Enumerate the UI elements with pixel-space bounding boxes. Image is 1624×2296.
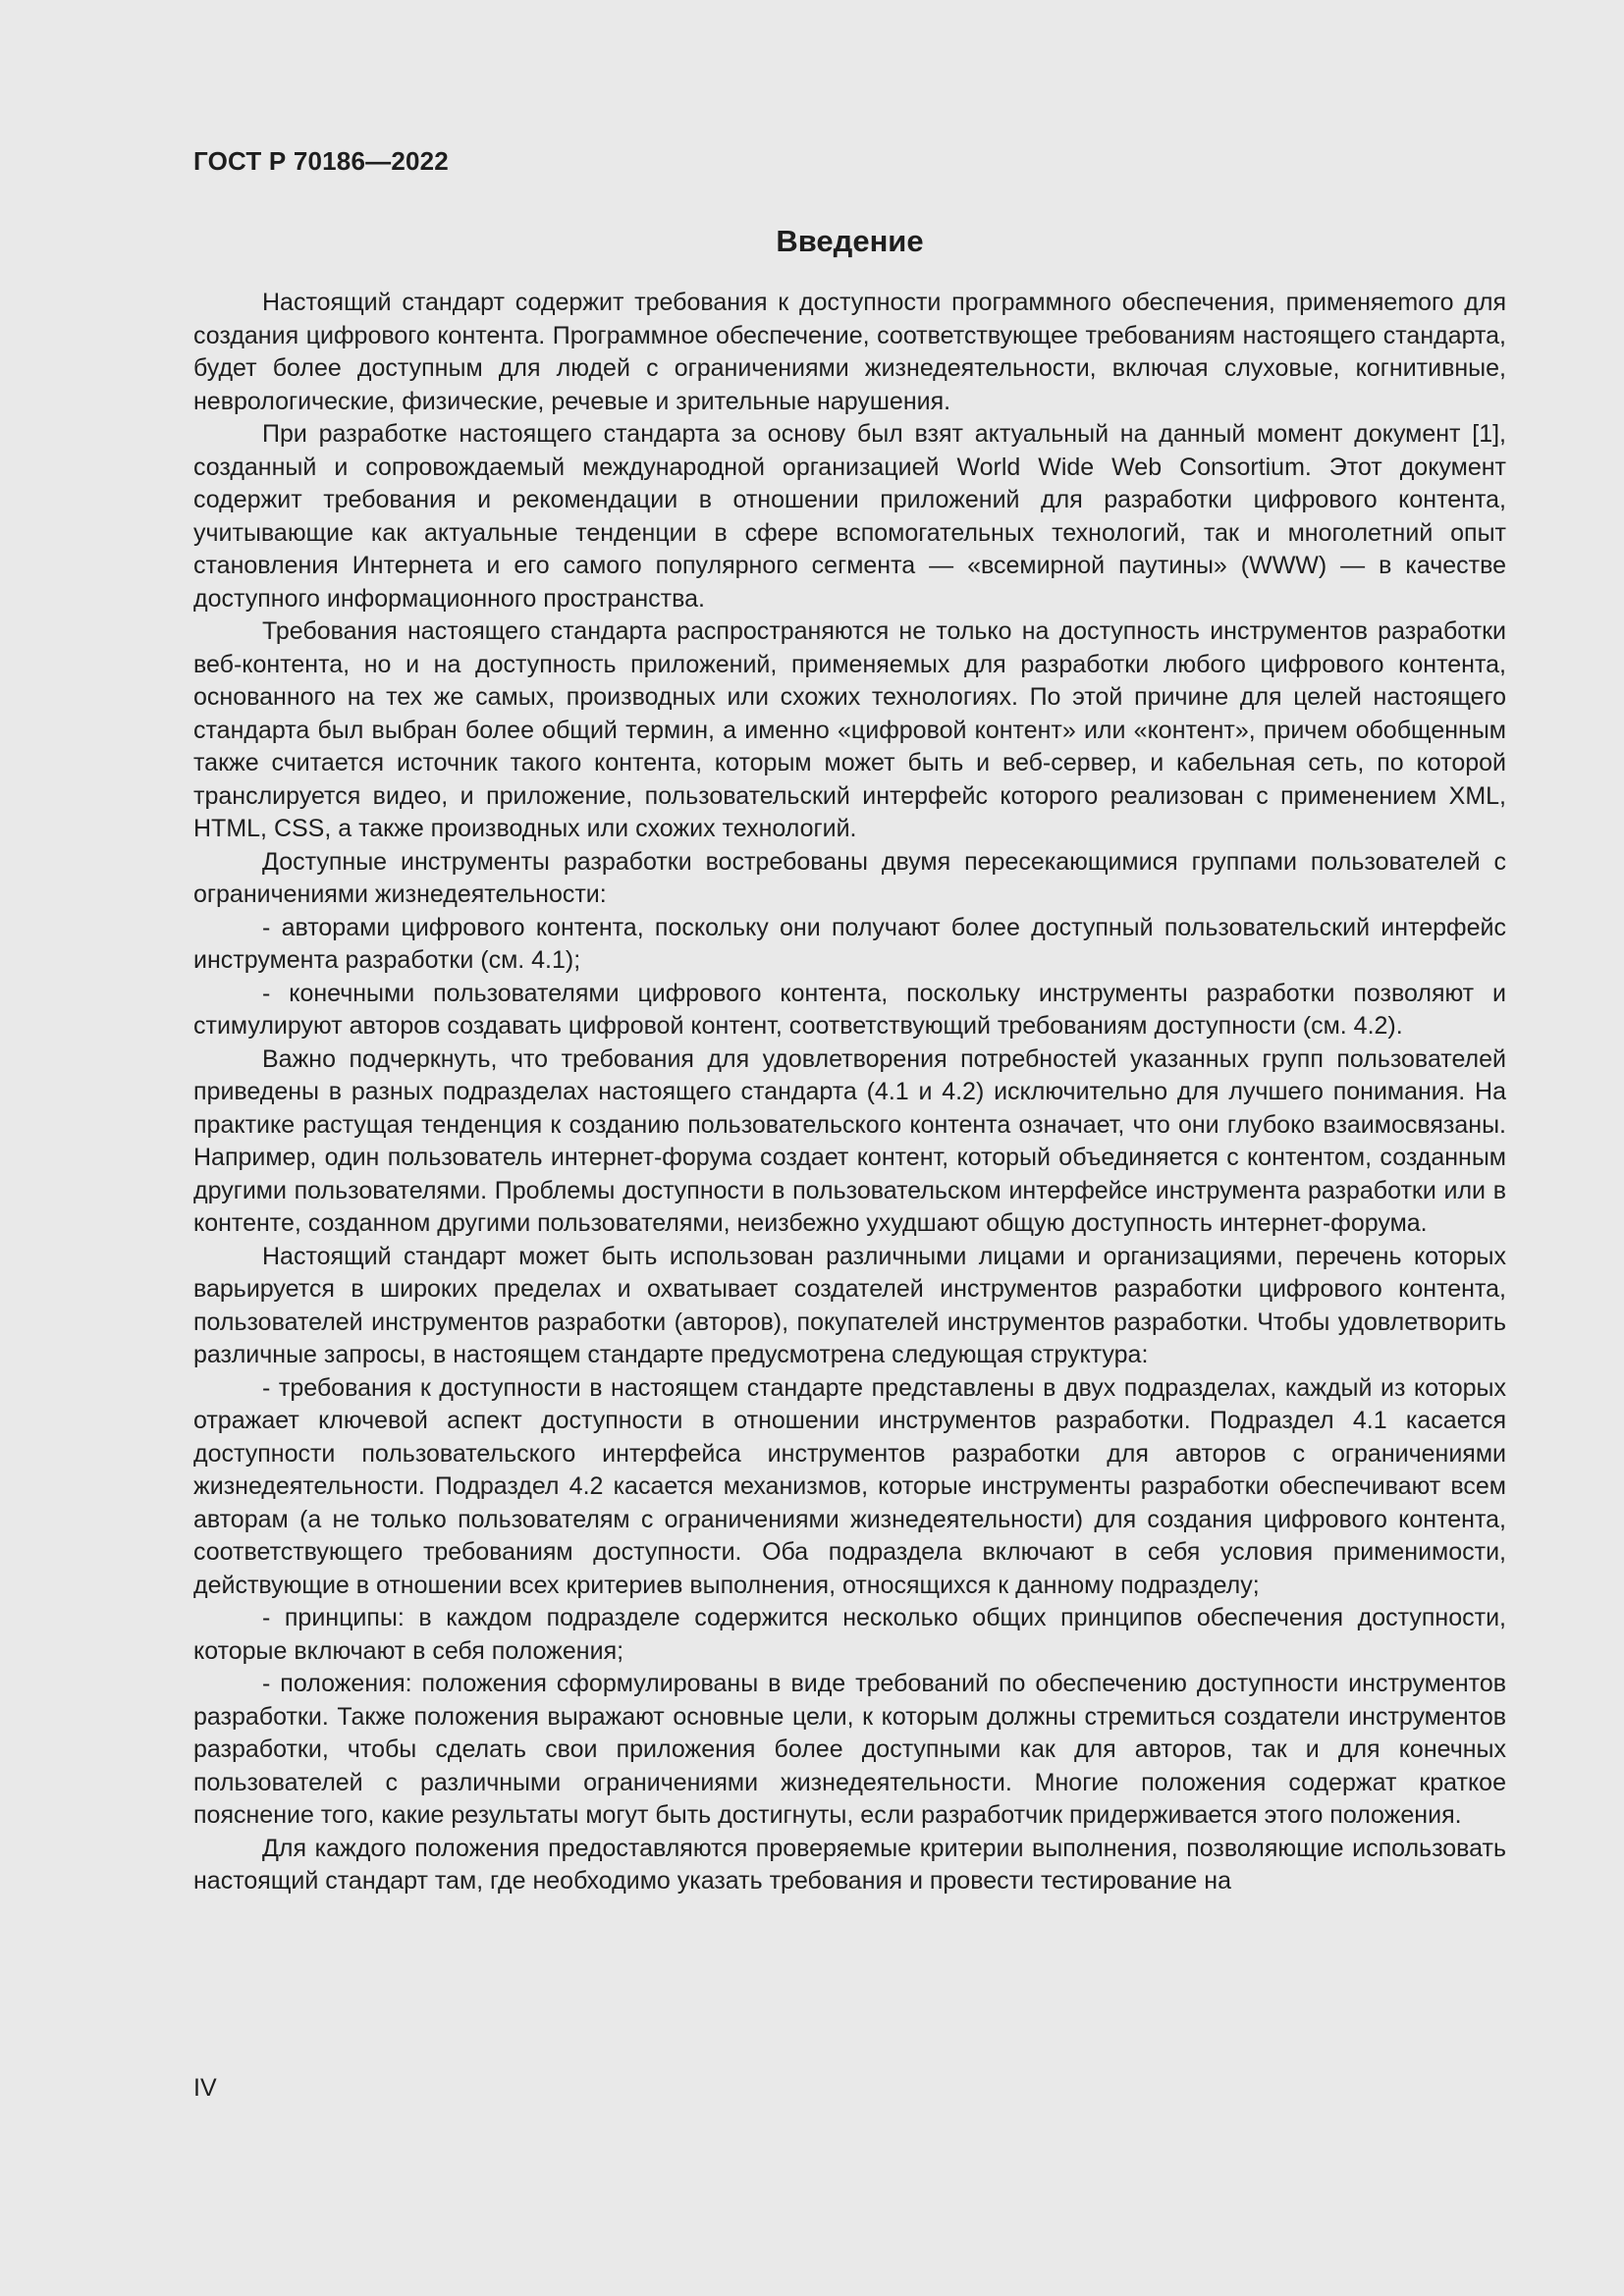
list-item: - положения: положения сформулированы в виде требований по обеспечению доступности инструментов разработки. Также положения выражают основные цели, к которым должны стремиться создатели инструментов разработки, чтобы сделать свои приложения более доступными как для авторов, так и для конечных пользователей с различными ограничениями жизнедеятельности. Многие положения содержат краткое пояснение того, какие результаты могут быть достигнуты, если разработчик придерживается этого положения. (193, 1670, 1506, 1829)
paragraph: Требования настоящего стандарта распространяются не только на доступность инструментов разработки веб-контента, но и на доступность приложений, применяемых для разработки любого цифрового контента, основанного на тех же самых, производных или схожих технологиях. По этой причине для целей настоящего стандарта был выбран более общий термин, а именно «цифровой контент» или «контент», причем обобщенным также считается источник такого контента, которым может быть и веб-сервер, и кабельная сеть, по которой транслируется видео, и приложение, пользовательский интерфейс которого реализован с применением XML, HTML, CSS, а также производных или схожих технологий. (193, 617, 1506, 842)
section-title: Введение (776, 224, 924, 258)
paragraph: Доступные инструменты разработки востребованы двумя пересекающимися группами пользователей с ограничениями жизнедеятельности: (193, 847, 1506, 908)
list-item: - конечными пользователями цифрового контента, поскольку инструменты разработки позволяют и стимулируют авторов создавать цифровой контент, соответствующий требованиям доступности (см. 4.2). (193, 979, 1506, 1040)
paragraph: Для каждого положения предоставляются проверяемые критерии выполнения, позволяющие использовать настоящий стандарт там, где необходимо указать требования и провести тестирование на (193, 1834, 1506, 1895)
list-item: - авторами цифрового контента, поскольку они получают более доступный пользовательский интерфейс инструмента разработки (см. 4.1); (193, 913, 1506, 974)
list-item: - требования к доступности в настоящем стандарте представлены в двух подразделах, каждый из которых отражает ключевой аспект доступности в отношении инструментов разработки. Подраздел 4.1 касается доступности пользовательского интерфейса инструментов разработки для авторов с ограничениями жизнедеятельности. Подраздел 4.2 касается механизмов, которые инструменты разработки обеспечивают всем авторам (а не только пользователям с ограничениями жизнедеятельности) для создания цифрового контента, соответствующего требованиям доступности. Оба подраздела включают в себя условия применимости, действующие в отношении всех критериев выполнения, относящихся к данному подразделу; (193, 1373, 1506, 1599)
document-code: ГОСТ Р 70186—2022 (193, 146, 449, 176)
paragraph: При разработке настоящего стандарта за основу был взят актуальный на данный момент документ [1], созданный и сопровождаемый международной организацией World Wide Web Consortium. Этот документ содержит требования и рекомендации в отношении приложений для разработки цифрового контента, учитывающие как актуальные тенденции в сфере вспомогательных технологий, так и многолетний опыт становления Интернета и его самого популярного сегмента — «всемирной паутины» (WWW) — в качестве доступного информационного пространства. (193, 420, 1506, 613)
paragraph: Настоящий стандарт содержит требования к доступности программного обеспечения, применяеmого для создания цифрового контента. Программное обеспечение, соответствующее требованиям настоящего стандарта, будет более доступным для людей с ограничениями жизнедеятельности, включая слуховые, когнитивные, неврологические, физические, речевые и зрительные нарушения. (193, 289, 1506, 415)
paragraph: Настоящий стандарт может быть использован различными лицами и организациями, перечень которых варьируется в широких пределах и охватывает создателей инструментов разработки цифрового контента, пользователей инструментов разработки (авторов), покупателей инструментов разработки. Чтобы удовлетворить различные запросы, в настоящем стандарте предусмотрена следующая структура: (193, 1242, 1506, 1368)
page-number: IV (193, 2074, 217, 2102)
list-item: - принципы: в каждом подразделе содержится несколько общих принципов обеспечения доступности, которые включают в себя положения; (193, 1604, 1506, 1665)
paragraph: Важно подчеркнуть, что требования для удовлетворения потребностей указанных групп пользователей приведены в разных подразделах настоящего стандарта (4.1 и 4.2) исключительно для лучшего понимания. На практике растущая тенденция к созданию пользовательского контента означает, что они глубоко взаимосвязаны. Например, один пользователь интернет-форума создает контент, который объединяется с контентом, созданным другими пользователями. Проблемы доступности в пользовательском интерфейсе инструмента разработки или в контенте, созданном другими пользователями, неизбежно ухудшают общую доступность интернет-форума. (193, 1044, 1506, 1237)
body-text (193, 287, 1506, 1898)
